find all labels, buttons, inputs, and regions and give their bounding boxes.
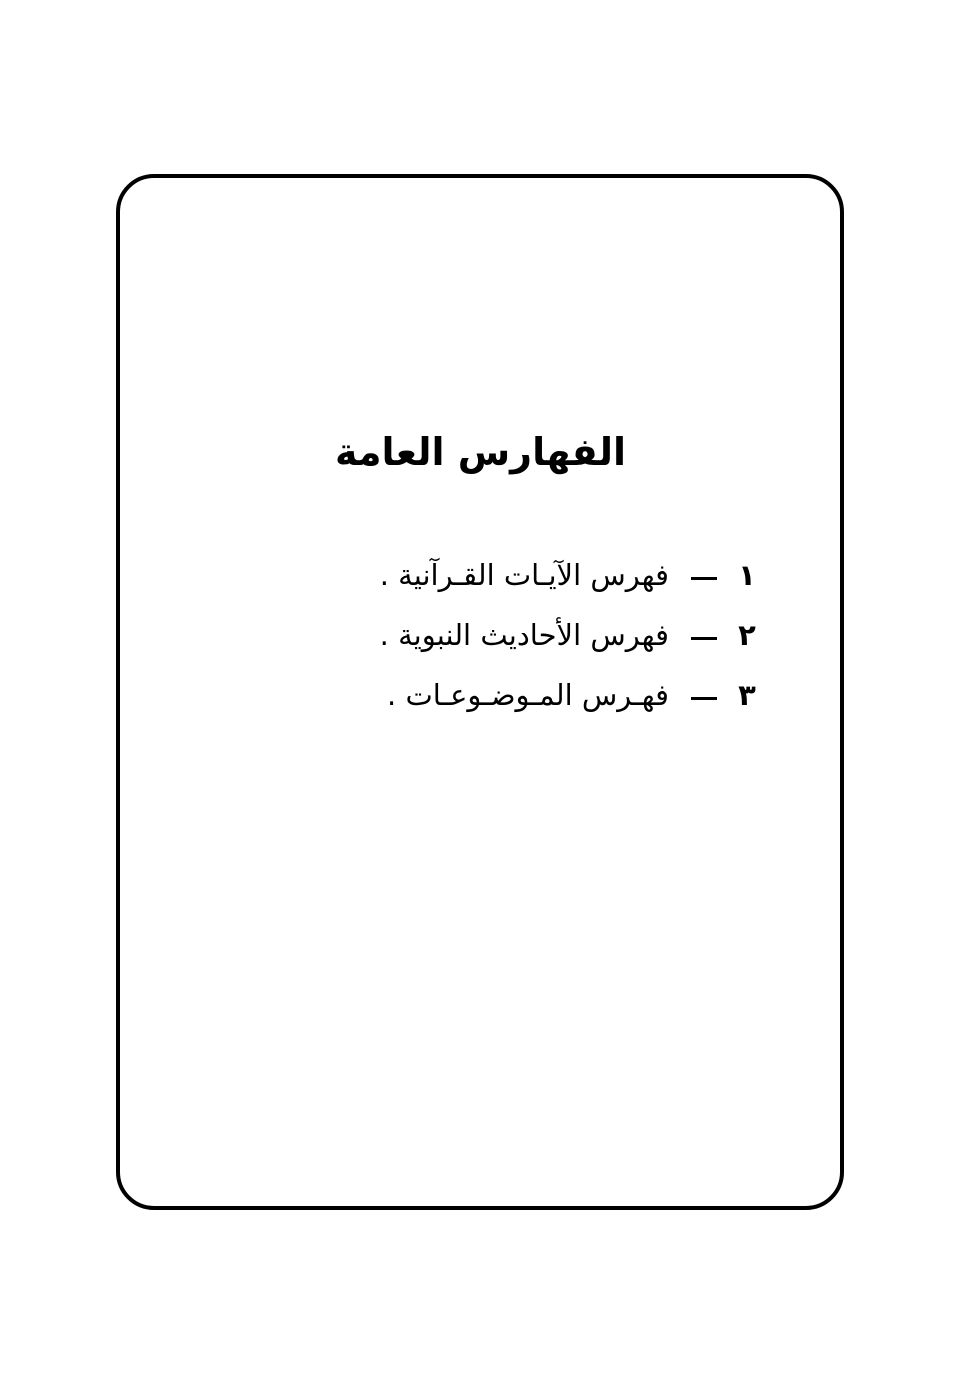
item-number: ١ (738, 558, 756, 592)
index-item-2 (380, 605, 757, 665)
item-number: ٢ (738, 618, 756, 652)
item-dash (691, 697, 717, 700)
item-dash (691, 637, 717, 640)
item-dash (691, 577, 717, 580)
index-list (380, 545, 757, 725)
item-text: فهرس الآيـات القـرآنية . (379, 558, 669, 592)
index-item-1 (380, 545, 757, 605)
item-text: فهـرس المـوضـوعـات . (387, 678, 669, 712)
item-text: فهرس الأحاديث النبوية . (379, 618, 669, 652)
item-number: ٣ (738, 678, 756, 712)
index-item-3 (380, 665, 757, 725)
page-title: الفهارس العامة (334, 430, 627, 474)
